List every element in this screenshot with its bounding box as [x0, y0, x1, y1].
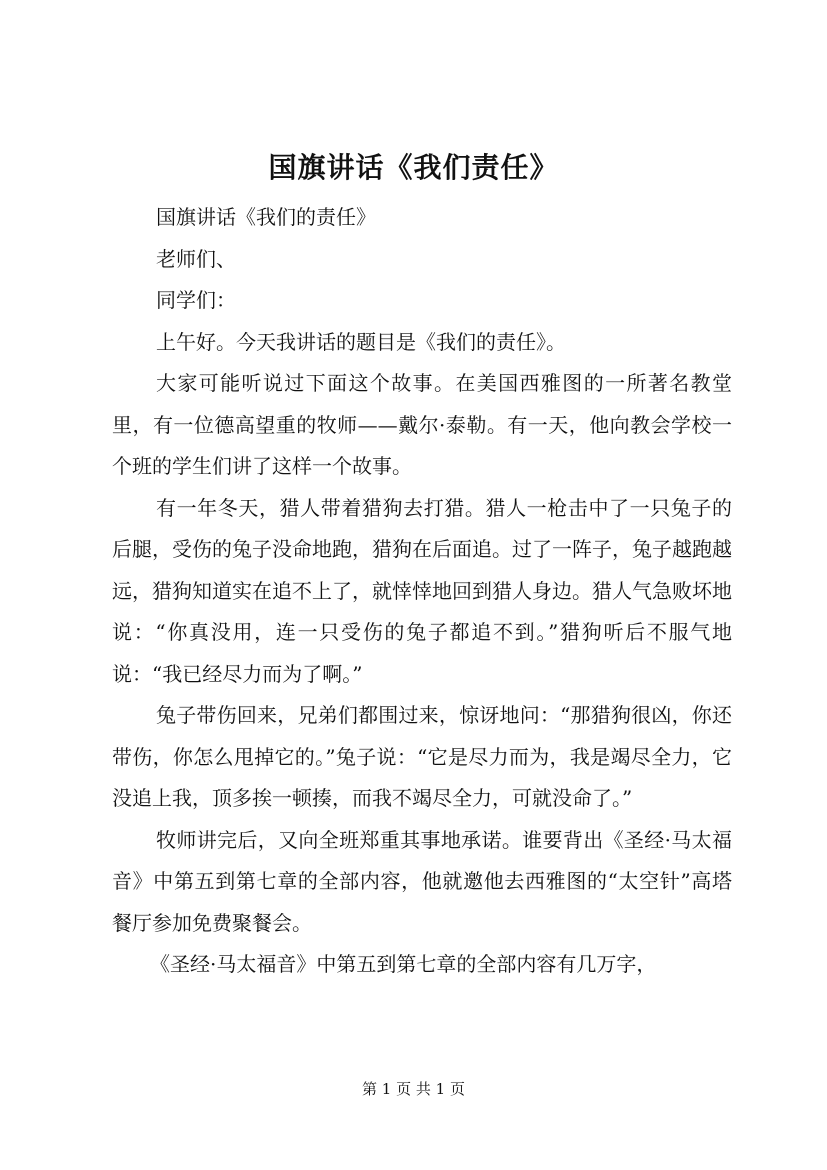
- page-footer: 第 1 页 共 1 页: [362, 1080, 465, 1098]
- paragraph-story-intro: 大家可能听说过下面这个故事。在美国西雅图的一所著名教堂里，有一位德高望重的牧师——戴尔·泰勒。有一天，他向教会学校一个班的学生们讲了这样一个故事。: [112, 371, 732, 478]
- paragraph-pastor-promise: 牧师讲完后，又向全班郑重其事地承诺。谁要背出《圣经·马太福音》中第五到第七章的全部内容，他就邀他去西雅图的“太空针”高塔餐厅参加免费聚餐会。: [112, 827, 732, 935]
- document-title: 国旗讲话《我们责任》: [268, 151, 559, 184]
- paragraph-bible-content: 《圣经·马太福音》中第五到第七章的全部内容有几万字，: [150, 952, 657, 976]
- paragraph-subtitle: 国旗讲话《我们的责任》: [156, 205, 376, 229]
- paragraph-hunter-story: 有一年冬天，猎人带着猎狗去打猎。猎人一枪击中了一只兔子的后腿，受伤的兔子没命地跑，猎狗在后面追。过了一阵子，兔子越跑越远，猎狗知道实在追不上了，就悻悻地回到猎人身边。猎人气急败坏地说：“你真没用，连一只受伤的兔子都追不到。”猎狗听后不服气地说：“我已经尽力而为了啊。”: [112, 495, 732, 686]
- paragraph-opening: 上午好。今天我讲话的题目是《我们的责任》。: [156, 329, 566, 354]
- document-body: [112, 197, 732, 986]
- paragraph-greeting-students: 同学们：: [156, 288, 236, 312]
- paragraph-greeting-teachers: 老师们、: [156, 246, 236, 271]
- paragraph-rabbit-reply: 兔子带伤回来，兄弟们都围过来，惊讶地问：“那猎狗很凶，你还带伤，你怎么甩掉它的。”兔子说：“它是尽力而为，我是竭尽全力，它没追上我，顶多挨一顿揍，而我不竭尽全力，可就没命了。”: [112, 703, 732, 810]
